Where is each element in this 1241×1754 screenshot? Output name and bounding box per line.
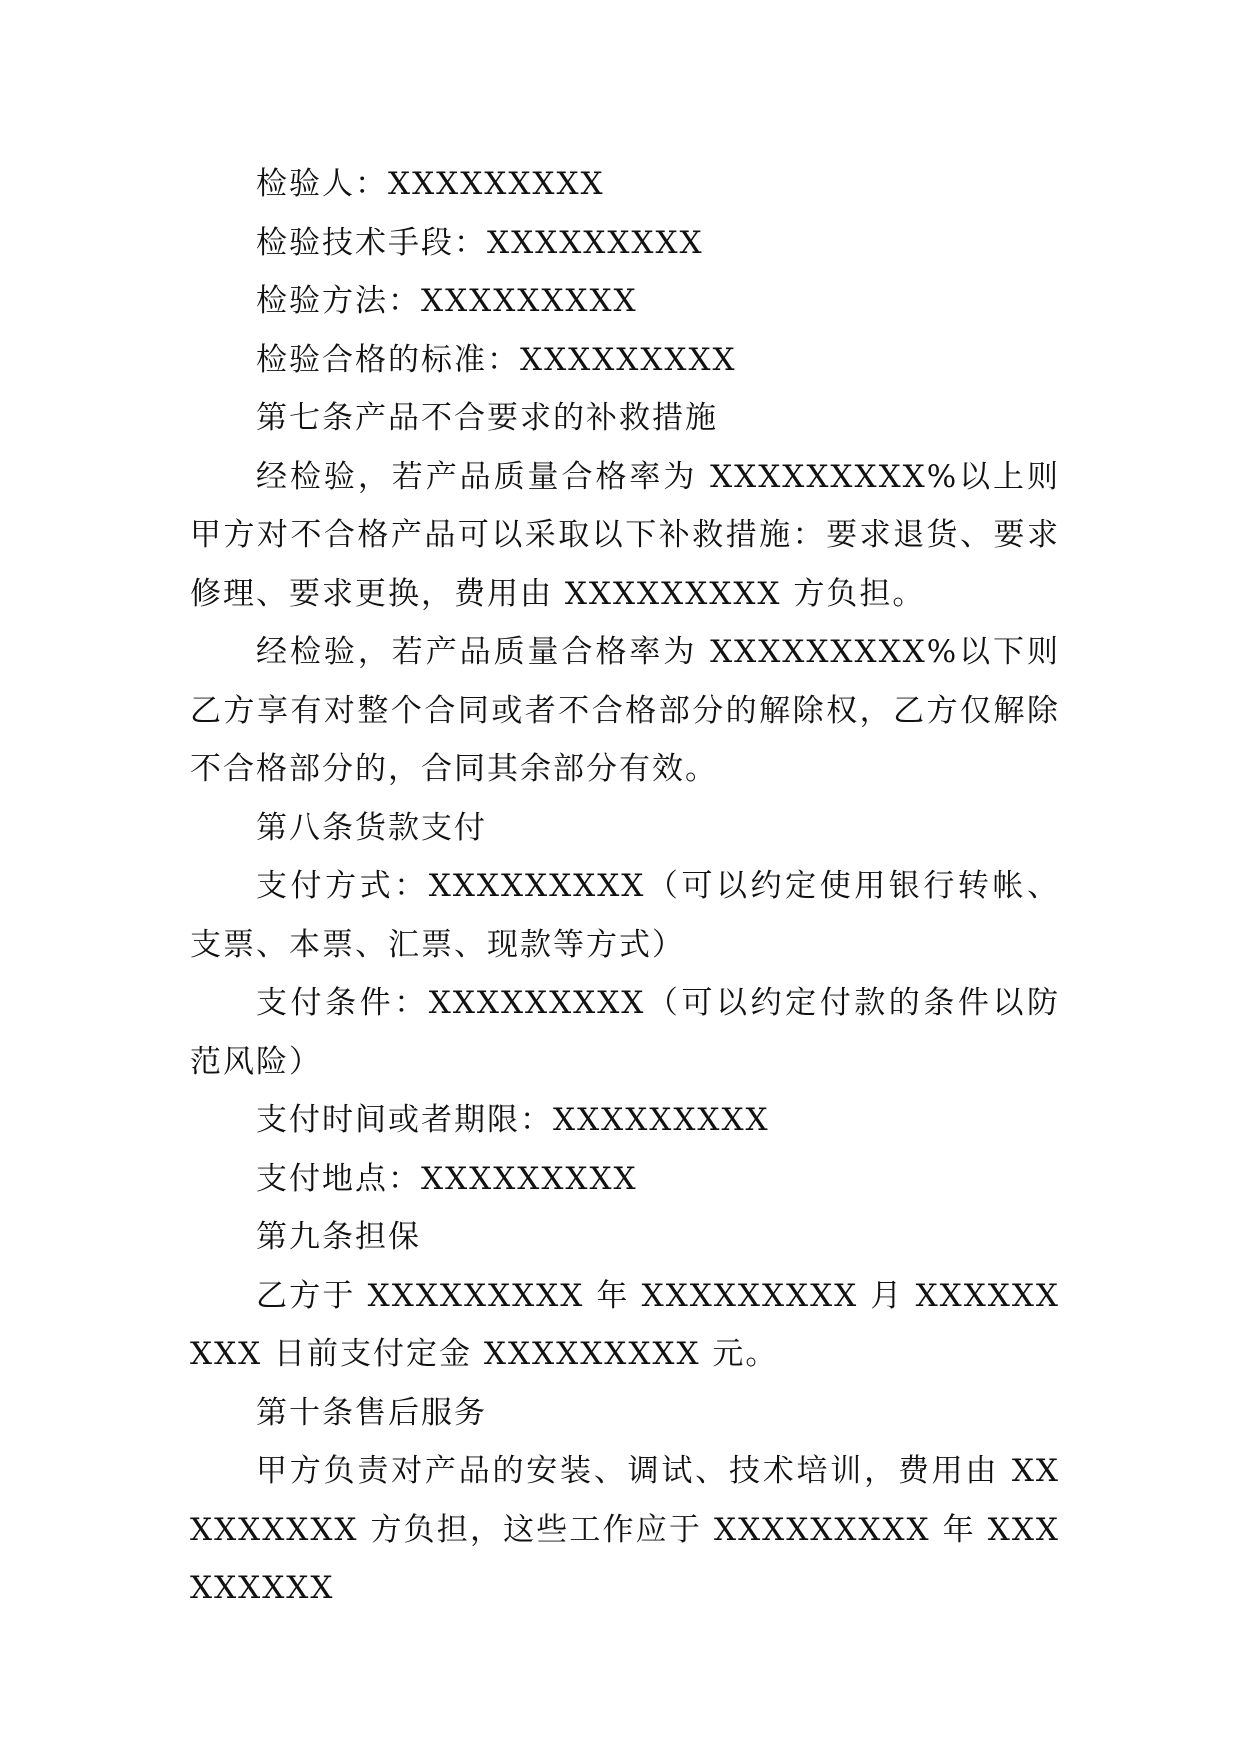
paragraph-payment-method: 支付方式：XXXXXXXXX（可以约定使用银行转帐、支票、本票、汇票、现款等方式） [190, 868, 1060, 963]
heading-article-9: 第九条担保 [256, 1219, 421, 1255]
paragraph-inspector: 检验人：XXXXXXXXX [256, 166, 605, 202]
paragraph-inspection-method: 检验方法：XXXXXXXXX [256, 283, 638, 319]
paragraph-remedy-below: 经检验，若产品质量合格率为 XXXXXXXXX%以下则乙方享有对整个合同或者不合格部分的解除权，乙方仅解除不合格部分的，合同其余部分有效。 [190, 634, 1060, 787]
paragraph-after-sales: 甲方负责对产品的安装、调试、技术培训，费用由 XXXXXXXXX 方负担，这些工作应于 XXXXXXXXX 年 XXXXXXXXX [190, 1453, 1060, 1606]
paragraph-inspection-technique: 检验技术手段：XXXXXXXXX [256, 224, 704, 261]
heading-article-10: 第十条售后服务 [256, 1394, 487, 1431]
heading-article-8: 第八条货款支付 [256, 809, 487, 846]
paragraph-payment-deadline: 支付时间或者期限：XXXXXXXXX [256, 1102, 770, 1138]
document-body [190, 155, 1060, 1618]
paragraph-payment-conditions: 支付条件：XXXXXXXXX（可以约定付款的条件以防范风险） [190, 985, 1060, 1080]
paragraph-inspection-standard: 检验合格的标准：XXXXXXXXX [256, 341, 737, 378]
paragraph-deposit: 乙方于 XXXXXXXXX 年 XXXXXXXXX 月 XXXXXXXXX 日前支付定金 XXXXXXXXX 元。 [190, 1277, 1060, 1372]
heading-article-7: 第七条产品不合要求的补救措施 [256, 400, 718, 436]
paragraph-remedy-above: 经检验，若产品质量合格率为 XXXXXXXXX%以上则甲方对不合格产品可以采取以下补救措施：要求退货、要求修理、要求更换，费用由 XXXXXXXXX 方负担。 [190, 458, 1060, 612]
paragraph-payment-location: 支付地点：XXXXXXXXX [256, 1160, 638, 1197]
